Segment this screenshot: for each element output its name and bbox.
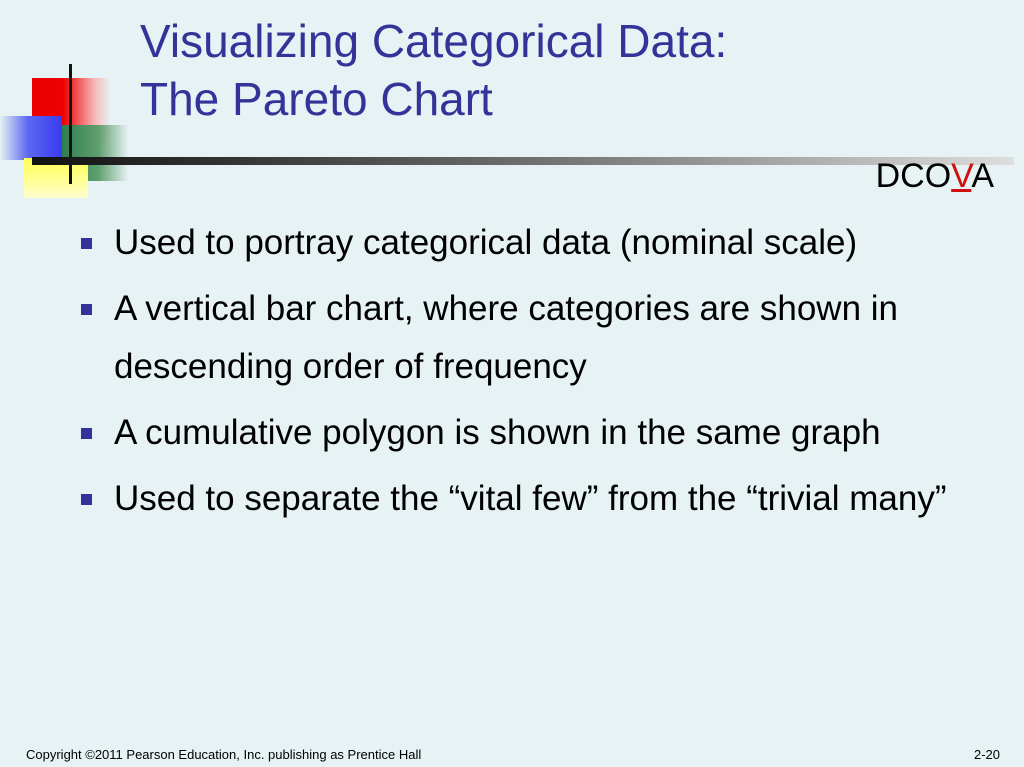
title-divider-line [32, 157, 1014, 165]
bullet-item [75, 404, 1005, 462]
square-bullet-icon [81, 494, 92, 505]
bullet-list [75, 214, 1005, 536]
title-line-1: Visualizing Categorical Data: [140, 15, 728, 67]
bullet-text: A cumulative polygon is shown in the same graph [114, 413, 881, 452]
title-line-2: The Pareto Chart [140, 73, 493, 125]
copyright-footer: Copyright ©2011 Pearson Education, Inc. publishing as Prentice Hall [26, 747, 422, 762]
dcova-stage-tag [876, 157, 994, 196]
bullet-text: Used to separate the “vital few” from the “trivial many” [114, 479, 947, 518]
square-bullet-icon [81, 304, 92, 315]
bullet-item [75, 280, 1005, 396]
bullet-item [75, 214, 1005, 272]
vertical-rule [69, 64, 72, 184]
stage-tag-prefix: DCO [875, 157, 952, 195]
square-bullet-icon [81, 238, 92, 249]
page-number: 2-20 [973, 747, 1000, 762]
bullet-text: A vertical bar chart, where categories are shown in descending order of frequency [114, 289, 898, 386]
bullet-item [75, 470, 1005, 528]
stage-tag-suffix: A [971, 157, 994, 195]
bullet-text: Used to portray categorical data (nominal scale) [114, 223, 858, 262]
slide-title [140, 12, 727, 128]
blue-square-decoration [0, 116, 62, 160]
square-bullet-icon [81, 428, 92, 439]
stage-tag-highlight: V [951, 157, 972, 195]
